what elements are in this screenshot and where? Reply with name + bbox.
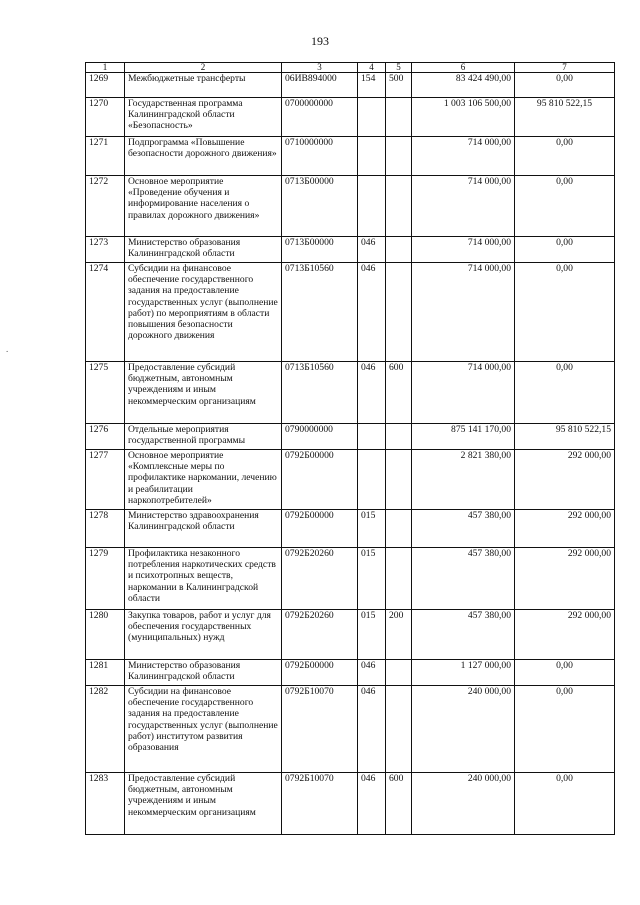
- row-number: 1271: [86, 137, 125, 176]
- row-amount-2: 0,00: [515, 263, 615, 362]
- row-amount: 714 000,00: [412, 176, 515, 237]
- column-header: 2: [125, 63, 282, 73]
- table-row: [86, 450, 615, 510]
- column-header: 7: [515, 63, 615, 73]
- row-col5: [386, 510, 412, 548]
- row-number: 1269: [86, 73, 125, 98]
- row-number: 1270: [86, 98, 125, 137]
- table-row: [86, 73, 615, 98]
- column-header: 5: [386, 63, 412, 73]
- table-row: [86, 773, 615, 835]
- table-row: [86, 237, 615, 263]
- table-row: [86, 362, 615, 424]
- row-amount-2: 0,00: [515, 773, 615, 835]
- row-amount: 457 380,00: [412, 548, 515, 610]
- row-code: 0713Б10560: [282, 263, 358, 362]
- row-code: 0713Б10560: [282, 362, 358, 424]
- row-code: 0792Б10070: [282, 773, 358, 835]
- row-number: 1276: [86, 424, 125, 450]
- table-row: [86, 98, 615, 137]
- row-amount: 714 000,00: [412, 137, 515, 176]
- row-col4: 046: [358, 660, 386, 686]
- row-code: 0792Б20260: [282, 610, 358, 660]
- row-code: 0710000000: [282, 137, 358, 176]
- row-amount: 240 000,00: [412, 773, 515, 835]
- row-col4: 015: [358, 610, 386, 660]
- row-col5: [386, 98, 412, 137]
- row-col5: [386, 424, 412, 450]
- row-name: Предоставление субсидий бюджетным, автономным учреждениям и иным некоммерческим организациям: [125, 773, 282, 835]
- row-amount: 457 380,00: [412, 610, 515, 660]
- header-row: [86, 63, 615, 73]
- row-name: Межбюджетные трансферты: [125, 73, 282, 98]
- column-header: 1: [86, 63, 125, 73]
- row-col5: [386, 237, 412, 263]
- row-amount-2: 0,00: [515, 137, 615, 176]
- row-name: Основное мероприятие «Проведение обучения и информирование населения о правилах дорожного движения»: [125, 176, 282, 237]
- row-col4: 046: [358, 773, 386, 835]
- row-col5: [386, 686, 412, 773]
- page-number: 193: [311, 34, 329, 48]
- row-code: 0792Б00000: [282, 510, 358, 548]
- table-row: [86, 424, 615, 450]
- row-col5: [386, 660, 412, 686]
- row-col5: 600: [386, 362, 412, 424]
- row-col4: 046: [358, 263, 386, 362]
- row-col5: [386, 548, 412, 610]
- row-name: Субсидии на финансовое обеспечение государственного задания на предоставление государственных услуг (выполнение работ) институтом развития образования: [125, 686, 282, 773]
- table-row: [86, 510, 615, 548]
- row-col4: 015: [358, 548, 386, 610]
- row-name: Подпрограмма «Повышение безопасности дорожного движения»: [125, 137, 282, 176]
- row-number: 1272: [86, 176, 125, 237]
- row-number: 1273: [86, 237, 125, 263]
- row-col4: 046: [358, 686, 386, 773]
- row-col4: 046: [358, 237, 386, 263]
- row-col4: [358, 176, 386, 237]
- row-col5: 200: [386, 610, 412, 660]
- row-number: 1281: [86, 660, 125, 686]
- row-amount-2: 292 000,00: [515, 548, 615, 610]
- row-code: 0713Б00000: [282, 237, 358, 263]
- row-amount-2: 95 810 522,15: [515, 424, 615, 450]
- row-col5: 600: [386, 773, 412, 835]
- row-amount-2: 0,00: [515, 237, 615, 263]
- row-amount-2: 292 000,00: [515, 610, 615, 660]
- row-amount: 1 127 000,00: [412, 660, 515, 686]
- margin-mark: .: [6, 344, 9, 354]
- row-amount: 714 000,00: [412, 263, 515, 362]
- row-name: Закупка товаров, работ и услуг для обеспечения государственных (муниципальных) нужд: [125, 610, 282, 660]
- row-amount: 2 821 380,00: [412, 450, 515, 510]
- row-number: 1275: [86, 362, 125, 424]
- row-col4: 046: [358, 362, 386, 424]
- row-col5: [386, 176, 412, 237]
- column-header: 6: [412, 63, 515, 73]
- row-code: 0713Б00000: [282, 176, 358, 237]
- row-col5: [386, 263, 412, 362]
- row-code: 0792Б10070: [282, 686, 358, 773]
- row-amount-2: 0,00: [515, 176, 615, 237]
- row-amount: 457 380,00: [412, 510, 515, 548]
- table-row: [86, 610, 615, 660]
- row-code: 0792Б00000: [282, 660, 358, 686]
- row-col5: [386, 450, 412, 510]
- budget-table: [85, 62, 615, 835]
- row-code: 0792Б00000: [282, 450, 358, 510]
- row-amount-2: 0,00: [515, 73, 615, 98]
- table-row: [86, 548, 615, 610]
- row-number: 1283: [86, 773, 125, 835]
- row-name: Государственная программа Калининградской области «Безопасность»: [125, 98, 282, 137]
- row-amount: 714 000,00: [412, 362, 515, 424]
- column-header: 4: [358, 63, 386, 73]
- row-number: 1280: [86, 610, 125, 660]
- row-amount: 714 000,00: [412, 237, 515, 263]
- row-name: Предоставление субсидий бюджетным, автономным учреждениям и иным некоммерческим организациям: [125, 362, 282, 424]
- row-col4: 154: [358, 73, 386, 98]
- row-col5: 500: [386, 73, 412, 98]
- table-row: [86, 263, 615, 362]
- row-name: Субсидии на финансовое обеспечение государственного задания на предоставление государственных услуг (выполнение работ) по мероприятиям в области повышения безопасности дорожного движения: [125, 263, 282, 362]
- row-col4: [358, 137, 386, 176]
- row-col4: [358, 450, 386, 510]
- row-amount-2: 95 810 522,15: [515, 98, 615, 137]
- row-number: 1274: [86, 263, 125, 362]
- row-name: Профилактика незаконного потребления наркотических средств и психотропных веществ, наркомании в Калининградской области: [125, 548, 282, 610]
- row-col4: 015: [358, 510, 386, 548]
- table-row: [86, 137, 615, 176]
- row-code: 0700000000: [282, 98, 358, 137]
- row-number: 1278: [86, 510, 125, 548]
- row-name: Отдельные мероприятия государственной программы: [125, 424, 282, 450]
- row-col4: [358, 424, 386, 450]
- row-amount-2: 0,00: [515, 660, 615, 686]
- row-name: Министерство образования Калининградской области: [125, 237, 282, 263]
- row-name: Министерство здравоохранения Калининградской области: [125, 510, 282, 548]
- row-name: Министерство образования Калининградской области: [125, 660, 282, 686]
- row-number: 1279: [86, 548, 125, 610]
- table-row: [86, 176, 615, 237]
- row-col5: [386, 137, 412, 176]
- table-row: [86, 660, 615, 686]
- row-amount: 83 424 490,00: [412, 73, 515, 98]
- row-name: Основное мероприятие «Комплексные меры по профилактике наркомании, лечению и реабилитации наркопотребителей»: [125, 450, 282, 510]
- column-header: 3: [282, 63, 358, 73]
- row-code: 06ИВ894000: [282, 73, 358, 98]
- row-amount: 240 000,00: [412, 686, 515, 773]
- table-row: [86, 686, 615, 773]
- row-amount-2: 292 000,00: [515, 450, 615, 510]
- row-code: 0790000000: [282, 424, 358, 450]
- row-amount-2: 0,00: [515, 686, 615, 773]
- row-amount-2: 292 000,00: [515, 510, 615, 548]
- row-amount: 1 003 106 500,00: [412, 98, 515, 137]
- row-code: 0792Б20260: [282, 548, 358, 610]
- row-number: 1277: [86, 450, 125, 510]
- row-number: 1282: [86, 686, 125, 773]
- row-col4: [358, 98, 386, 137]
- row-amount-2: 0,00: [515, 362, 615, 424]
- row-amount: 875 141 170,00: [412, 424, 515, 450]
